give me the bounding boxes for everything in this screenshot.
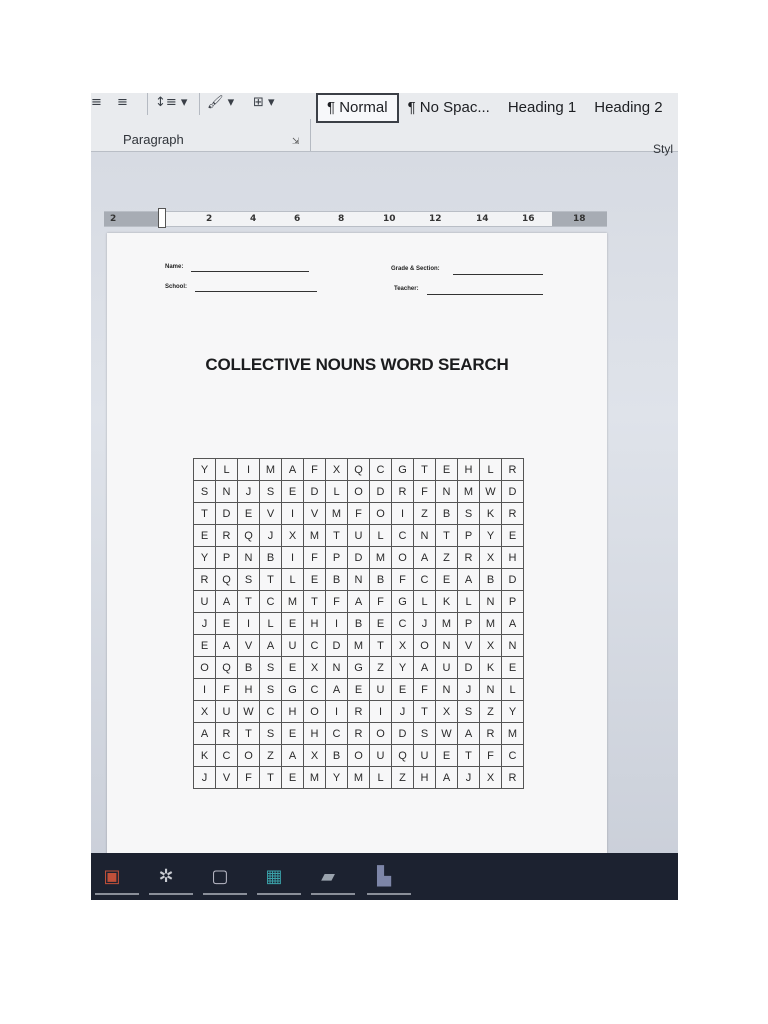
line-spacing-icon[interactable]: ↕≡ ▾	[155, 95, 188, 110]
grid-cell: C	[216, 745, 238, 767]
grid-row	[194, 525, 524, 547]
grid-cell: D	[216, 503, 238, 525]
ruler-label: 2	[110, 214, 117, 224]
grid-cell: M	[326, 503, 348, 525]
grid-cell: N	[480, 679, 502, 701]
grid-cell: Y	[194, 547, 216, 569]
ribbon-divider	[199, 93, 200, 115]
grid-cell: K	[480, 657, 502, 679]
grid-cell: P	[502, 591, 524, 613]
ruler-label: 2	[206, 214, 213, 224]
grid-cell: T	[304, 591, 326, 613]
justify-icon[interactable]: ≡	[117, 95, 128, 110]
ruler-label: 12	[429, 214, 442, 224]
grid-cell: Y	[480, 525, 502, 547]
grid-cell: G	[282, 679, 304, 701]
grid-cell: R	[216, 723, 238, 745]
grid-cell: Z	[370, 657, 392, 679]
grid-cell: E	[282, 723, 304, 745]
grid-cell: I	[282, 503, 304, 525]
grid-cell: I	[238, 459, 260, 481]
grid-cell: N	[216, 481, 238, 503]
grid-cell: T	[260, 569, 282, 591]
ruler-label: 6	[294, 214, 301, 224]
ruler-label: 16	[522, 214, 535, 224]
grid-cell: T	[370, 635, 392, 657]
grid-cell: E	[282, 767, 304, 789]
grid-cell: M	[304, 525, 326, 547]
ruler-label: 18	[573, 214, 586, 224]
taskbar-running-indicator	[95, 893, 139, 895]
grid-row	[194, 503, 524, 525]
grid-cell: V	[238, 635, 260, 657]
grid-cell: I	[282, 547, 304, 569]
grid-cell: A	[282, 745, 304, 767]
grid-cell: S	[260, 679, 282, 701]
grid-cell: U	[370, 745, 392, 767]
grid-cell: A	[282, 459, 304, 481]
grid-cell: S	[238, 569, 260, 591]
tools-icon[interactable]: ✲	[158, 865, 174, 887]
grid-cell: T	[260, 767, 282, 789]
grid-row	[194, 569, 524, 591]
document-title: COLLECTIVE NOUNS WORD SEARCH	[205, 355, 509, 374]
grid-cell: L	[326, 481, 348, 503]
style-heading-1[interactable]: Heading 1	[507, 99, 577, 116]
document-page[interactable]	[107, 233, 607, 873]
grid-row	[194, 767, 524, 789]
grid-cell: X	[480, 635, 502, 657]
grid-cell: U	[414, 745, 436, 767]
grid-cell: D	[502, 569, 524, 591]
grid-cell: O	[414, 635, 436, 657]
grid-cell: J	[458, 767, 480, 789]
grid-cell: M	[282, 591, 304, 613]
grid-cell: O	[370, 503, 392, 525]
grid-cell: I	[326, 701, 348, 723]
taskbar-running-indicator	[311, 893, 355, 895]
grid-cell: Q	[216, 569, 238, 591]
grid-cell: T	[414, 459, 436, 481]
grid-cell: U	[436, 657, 458, 679]
grid-cell: A	[414, 657, 436, 679]
school-field[interactable]	[195, 291, 317, 292]
teacher-label: Teacher:	[394, 286, 419, 292]
taskbar	[91, 853, 678, 900]
grid-row	[194, 745, 524, 767]
grid-cell: K	[194, 745, 216, 767]
grid-cell: H	[304, 723, 326, 745]
style-normal[interactable]: ¶ Normal	[316, 93, 399, 123]
grid-row	[194, 591, 524, 613]
grid-cell: H	[304, 613, 326, 635]
grid-cell: M	[304, 767, 326, 789]
grid-cell: V	[304, 503, 326, 525]
grid-cell: F	[480, 745, 502, 767]
grid-cell: B	[370, 569, 392, 591]
grid-cell: A	[216, 591, 238, 613]
grid-cell: S	[260, 481, 282, 503]
grid-cell: X	[304, 745, 326, 767]
grid-cell: C	[260, 591, 282, 613]
grid-cell: O	[194, 657, 216, 679]
grid-row	[194, 613, 524, 635]
grid-cell: F	[304, 459, 326, 481]
grid-cell: V	[458, 635, 480, 657]
grid-cell: U	[194, 591, 216, 613]
picture-viewer-icon[interactable]: ▢	[211, 865, 229, 887]
grid-cell: M	[436, 613, 458, 635]
grid-cell: E	[392, 679, 414, 701]
grid-cell: U	[216, 701, 238, 723]
grid-cell: X	[194, 701, 216, 723]
school-label: School:	[165, 284, 187, 290]
grid-cell: Y	[194, 459, 216, 481]
grid-cell: X	[282, 525, 304, 547]
monitor-screen	[91, 93, 678, 900]
grid-cell: L	[502, 679, 524, 701]
grid-cell: X	[436, 701, 458, 723]
grid-cell: W	[238, 701, 260, 723]
grid-cell: D	[348, 547, 370, 569]
grid-cell: Q	[348, 459, 370, 481]
grid-cell: Y	[502, 701, 524, 723]
grid-cell: H	[282, 701, 304, 723]
grid-cell: H	[238, 679, 260, 701]
ruler-label: 4	[250, 214, 257, 224]
grid-cell: I	[370, 701, 392, 723]
style-no-spacing[interactable]: ¶ No Spac...	[407, 99, 490, 116]
grid-cell: N	[436, 481, 458, 503]
horizontal-ruler[interactable]	[104, 211, 607, 227]
grid-cell: L	[282, 569, 304, 591]
grid-cell: P	[216, 547, 238, 569]
grid-cell: E	[282, 657, 304, 679]
grid-cell: L	[458, 591, 480, 613]
grid-cell: N	[238, 547, 260, 569]
grid-cell: R	[480, 723, 502, 745]
grid-cell: E	[194, 525, 216, 547]
grid-cell: B	[238, 657, 260, 679]
grid-row	[194, 657, 524, 679]
grid-cell: Q	[216, 657, 238, 679]
grid-cell: D	[502, 481, 524, 503]
grid-cell: A	[260, 635, 282, 657]
teacher-field[interactable]	[427, 294, 543, 295]
grid-cell: T	[436, 525, 458, 547]
grid-cell: J	[194, 613, 216, 635]
grid-cell: W	[436, 723, 458, 745]
grid-cell: I	[194, 679, 216, 701]
grid-cell: J	[194, 767, 216, 789]
grid-cell: R	[392, 481, 414, 503]
paragraph-group-label: Paragraph	[123, 132, 184, 147]
borders-icon[interactable]: ⊞ ▾	[253, 95, 275, 110]
grid-cell: K	[480, 503, 502, 525]
grid-cell: M	[348, 767, 370, 789]
grid-cell: B	[480, 569, 502, 591]
grid-cell: R	[216, 525, 238, 547]
grid-cell: J	[392, 701, 414, 723]
grid-cell: M	[260, 459, 282, 481]
style-heading-2[interactable]: Heading 2	[594, 99, 663, 116]
grid-cell: T	[238, 591, 260, 613]
styles-group-label: Styl	[653, 142, 674, 156]
grid-cell: L	[216, 459, 238, 481]
grid-cell: F	[304, 547, 326, 569]
grid-cell: S	[414, 723, 436, 745]
grid-cell: J	[414, 613, 436, 635]
app-icon[interactable]: ▙	[377, 865, 391, 887]
powerpoint-icon[interactable]: ▣	[103, 865, 121, 887]
align-left-icon[interactable]: ≡	[91, 95, 102, 110]
grid-cell: T	[458, 745, 480, 767]
grid-cell: A	[414, 547, 436, 569]
grid-cell: P	[458, 613, 480, 635]
word-search-grid	[193, 458, 524, 789]
grid-cell: O	[392, 547, 414, 569]
ruler-label: 14	[476, 214, 489, 224]
grid-cell: Z	[436, 547, 458, 569]
grid-cell: J	[260, 525, 282, 547]
grid-cell: B	[326, 745, 348, 767]
grid-cell: E	[238, 503, 260, 525]
grade-section-field[interactable]	[453, 274, 543, 275]
name-label: Name:	[165, 264, 184, 270]
grid-cell: F	[326, 591, 348, 613]
grid-cell: B	[326, 569, 348, 591]
grid-cell: U	[282, 635, 304, 657]
grid-cell: E	[304, 569, 326, 591]
grid-cell: S	[260, 723, 282, 745]
grid-cell: B	[436, 503, 458, 525]
grid-cell: U	[370, 679, 392, 701]
grid-cell: M	[480, 613, 502, 635]
grid-cell: M	[370, 547, 392, 569]
grid-cell: M	[348, 635, 370, 657]
grid-cell: N	[480, 591, 502, 613]
indent-marker[interactable]	[158, 208, 166, 228]
grid-cell: D	[392, 723, 414, 745]
grid-cell: P	[326, 547, 348, 569]
grid-cell: E	[436, 745, 458, 767]
grid-cell: R	[502, 459, 524, 481]
grid-cell: E	[348, 679, 370, 701]
grid-cell: Z	[414, 503, 436, 525]
grid-cell: R	[502, 503, 524, 525]
grid-cell: C	[414, 569, 436, 591]
ruler-label: 10	[383, 214, 396, 224]
grid-cell: D	[304, 481, 326, 503]
grid-cell: A	[216, 635, 238, 657]
grid-cell: L	[260, 613, 282, 635]
grid-cell: T	[326, 525, 348, 547]
grid-cell: E	[436, 569, 458, 591]
grid-cell: X	[326, 459, 348, 481]
grid-cell: A	[436, 767, 458, 789]
grid-cell: A	[458, 569, 480, 591]
grid-row	[194, 547, 524, 569]
ribbon-divider	[310, 119, 311, 151]
grid-row	[194, 723, 524, 745]
grid-cell: E	[436, 459, 458, 481]
grid-cell: F	[414, 481, 436, 503]
grid-cell: C	[392, 613, 414, 635]
grid-cell: A	[194, 723, 216, 745]
grid-cell: E	[502, 525, 524, 547]
grid-cell: N	[436, 635, 458, 657]
grid-cell: Y	[392, 657, 414, 679]
grid-cell: Z	[480, 701, 502, 723]
grid-cell: O	[304, 701, 326, 723]
grid-cell: T	[414, 701, 436, 723]
grid-cell: R	[194, 569, 216, 591]
grid-cell: C	[304, 679, 326, 701]
taskbar-running-indicator	[257, 893, 301, 895]
grid-cell: U	[348, 525, 370, 547]
grid-cell: D	[458, 657, 480, 679]
notes-icon[interactable]: ▰	[321, 865, 335, 887]
ruler-label: 8	[338, 214, 345, 224]
grid-cell: T	[194, 503, 216, 525]
grid-cell: I	[238, 613, 260, 635]
grid-cell: F	[370, 591, 392, 613]
grid-cell: L	[414, 591, 436, 613]
ribbon	[91, 93, 678, 156]
grid-cell: O	[348, 745, 370, 767]
grid-cell: H	[502, 547, 524, 569]
name-field[interactable]	[191, 271, 309, 272]
grid-cell: C	[370, 459, 392, 481]
grid-cell: L	[480, 459, 502, 481]
grid-cell: R	[502, 767, 524, 789]
grid-cell: Z	[260, 745, 282, 767]
grid-cell: W	[480, 481, 502, 503]
grid-cell: N	[348, 569, 370, 591]
grid-cell: X	[480, 767, 502, 789]
grid-cell: R	[348, 723, 370, 745]
grid-cell: E	[282, 481, 304, 503]
grid-cell: A	[502, 613, 524, 635]
grid-cell: P	[458, 525, 480, 547]
grid-cell: S	[260, 657, 282, 679]
grid-cell: I	[326, 613, 348, 635]
grid-cell: A	[458, 723, 480, 745]
grid-cell: H	[414, 767, 436, 789]
grid-cell: S	[194, 481, 216, 503]
taskbar-running-indicator	[203, 893, 247, 895]
grid-cell: S	[458, 503, 480, 525]
grid-cell: E	[502, 657, 524, 679]
grid-cell: G	[392, 459, 414, 481]
grid-cell: O	[238, 745, 260, 767]
grid-cell: A	[348, 591, 370, 613]
grid-cell: Q	[238, 525, 260, 547]
grid-cell: S	[458, 701, 480, 723]
grid-cell: G	[392, 591, 414, 613]
grid-cell: F	[392, 569, 414, 591]
grid-cell: J	[458, 679, 480, 701]
grid-cell: O	[370, 723, 392, 745]
grid-cell: M	[458, 481, 480, 503]
grid-cell: R	[348, 701, 370, 723]
grid-cell: C	[326, 723, 348, 745]
grid-cell: B	[260, 547, 282, 569]
grid-cell: N	[414, 525, 436, 547]
grade-section-label: Grade & Section:	[391, 266, 440, 272]
grid-cell: Y	[326, 767, 348, 789]
grid-cell: C	[304, 635, 326, 657]
grid-cell: X	[392, 635, 414, 657]
ribbon-divider	[147, 93, 148, 115]
grid-cell: E	[216, 613, 238, 635]
grid-cell: H	[458, 459, 480, 481]
grid-cell: G	[348, 657, 370, 679]
grid-cell: C	[502, 745, 524, 767]
grid-row	[194, 679, 524, 701]
grid-cell: E	[282, 613, 304, 635]
grid-cell: N	[326, 657, 348, 679]
grid-row	[194, 635, 524, 657]
styles-gallery	[316, 93, 672, 123]
grid-cell: E	[194, 635, 216, 657]
grid-row	[194, 459, 524, 481]
grid-cell: N	[436, 679, 458, 701]
grid-cell: D	[326, 635, 348, 657]
grid-cell: X	[304, 657, 326, 679]
taskbar-running-indicator	[149, 893, 193, 895]
grid-cell: R	[458, 547, 480, 569]
photos-icon[interactable]: ▦	[265, 865, 283, 887]
grid-cell: M	[502, 723, 524, 745]
grid-cell: B	[348, 613, 370, 635]
grid-cell: O	[348, 481, 370, 503]
grid-cell: C	[392, 525, 414, 547]
grid-cell: Q	[392, 745, 414, 767]
grid-cell: E	[370, 613, 392, 635]
taskbar-running-indicator	[367, 893, 411, 895]
grid-row	[194, 481, 524, 503]
grid-cell: I	[392, 503, 414, 525]
grid-cell: D	[370, 481, 392, 503]
grid-cell: F	[216, 679, 238, 701]
grid-cell: X	[480, 547, 502, 569]
grid-cell: L	[370, 525, 392, 547]
grid-cell: K	[436, 591, 458, 613]
grid-cell: F	[238, 767, 260, 789]
grid-cell: T	[238, 723, 260, 745]
shading-icon[interactable]: 🖌 ▾	[207, 95, 235, 110]
grid-row	[194, 701, 524, 723]
grid-cell: N	[502, 635, 524, 657]
grid-cell: F	[348, 503, 370, 525]
grid-cell: F	[414, 679, 436, 701]
grid-cell: V	[216, 767, 238, 789]
grid-cell: J	[238, 481, 260, 503]
grid-cell: C	[260, 701, 282, 723]
grid-cell: A	[326, 679, 348, 701]
grid-cell: L	[370, 767, 392, 789]
dialog-launcher-icon[interactable]: ⇲	[292, 137, 300, 147]
grid-cell: Z	[392, 767, 414, 789]
grid-cell: V	[260, 503, 282, 525]
